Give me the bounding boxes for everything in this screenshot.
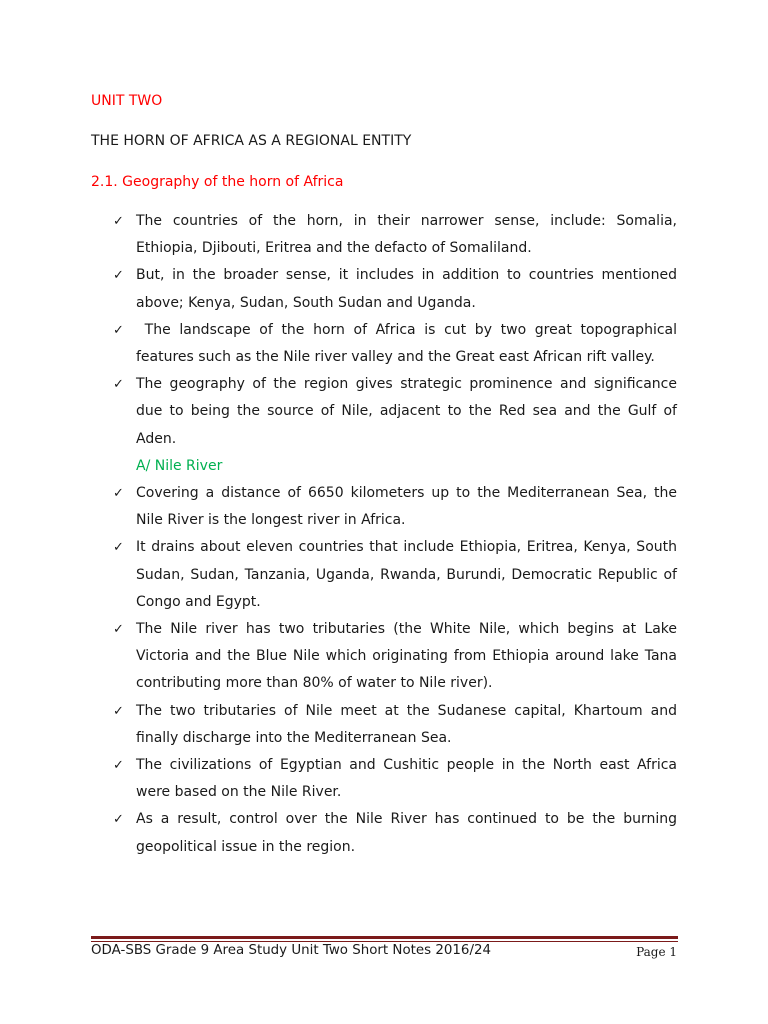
- list-item: [113, 371, 677, 453]
- list-item-text: The civilizations of Egyptian and Cushitic people in the North east Africa were based on the Nile River.: [136, 757, 677, 801]
- check-icon: ✓: [113, 703, 124, 719]
- list-item: [113, 806, 677, 860]
- list-item-text: As a result, control over the Nile River has continued to be the burning geopolitical issue in the region.: [136, 811, 677, 855]
- list-item-text: It drains about eleven countries that include Ethiopia, Eritrea, Kenya, South Sudan, Sudan, Tanzania, Uganda, Rwanda, Burundi, Democratic Republic of Congo and Egypt.: [136, 539, 677, 610]
- list-item: [113, 262, 677, 316]
- unit-heading: UNIT TWO: [91, 93, 163, 109]
- section-heading: 2.1. Geography of the horn of Africa: [91, 174, 344, 190]
- check-icon: ✓: [113, 377, 124, 393]
- list-item-text: Covering a distance of 6650 kilometers up to the Mediterranean Sea, the Nile River is the longest river in Africa.: [136, 485, 677, 529]
- footer-text: ODA-SBS Grade 9 Area Study Unit Two Short Notes 2016/24: [91, 943, 491, 958]
- check-icon: ✓: [113, 812, 124, 828]
- list-item-text: The countries of the horn, in their narrower sense, include: Somalia, Ethiopia, Djibouti, Eritrea and the defacto of Somaliland.: [136, 213, 677, 257]
- document-title: THE HORN OF AFRICA AS A REGIONAL ENTITY: [91, 133, 412, 149]
- page-number: Page 1: [636, 945, 677, 959]
- list-item: [113, 480, 677, 534]
- list-item: [113, 752, 677, 806]
- list-item-text: But, in the broader sense, it includes in addition to countries mentioned above; Kenya, Sudan, South Sudan and Uganda.: [136, 267, 677, 311]
- footer-rule: [91, 936, 678, 939]
- list-item-text: The geography of the region gives strategic prominence and significance due to being the source of Nile, adjacent to the Red sea and the Gulf of Aden.: [136, 376, 677, 447]
- check-icon: ✓: [113, 540, 124, 556]
- check-icon: ✓: [113, 322, 124, 338]
- check-icon: ✓: [113, 486, 124, 502]
- list-item: [113, 317, 682, 371]
- list-item-text: The two tributaries of Nile meet at the Sudanese capital, Khartoum and finally discharge into the Mediterranean Sea.: [136, 702, 677, 746]
- check-icon: ✓: [113, 622, 124, 638]
- check-icon: ✓: [113, 268, 124, 284]
- bullet-list: [113, 208, 682, 861]
- list-item-text: The landscape of the horn of Africa is cut by two great topographical features such as the Nile river valley and the Great east African rift valley.: [136, 321, 682, 366]
- list-item: [113, 534, 677, 616]
- check-icon: ✓: [113, 214, 124, 229]
- list-item: [113, 616, 677, 698]
- list-item-text: The Nile river has two tributaries (the White Nile, which begins at Lake Victoria and the Blue Nile which originating from Ethiopia around lake Tana contributing more than 80% of water to Nile river).: [136, 621, 677, 692]
- subheading-nile-river: A/ Nile River: [136, 457, 223, 474]
- check-icon: ✓: [113, 758, 124, 774]
- list-item: [113, 698, 677, 752]
- list-item: [113, 208, 677, 262]
